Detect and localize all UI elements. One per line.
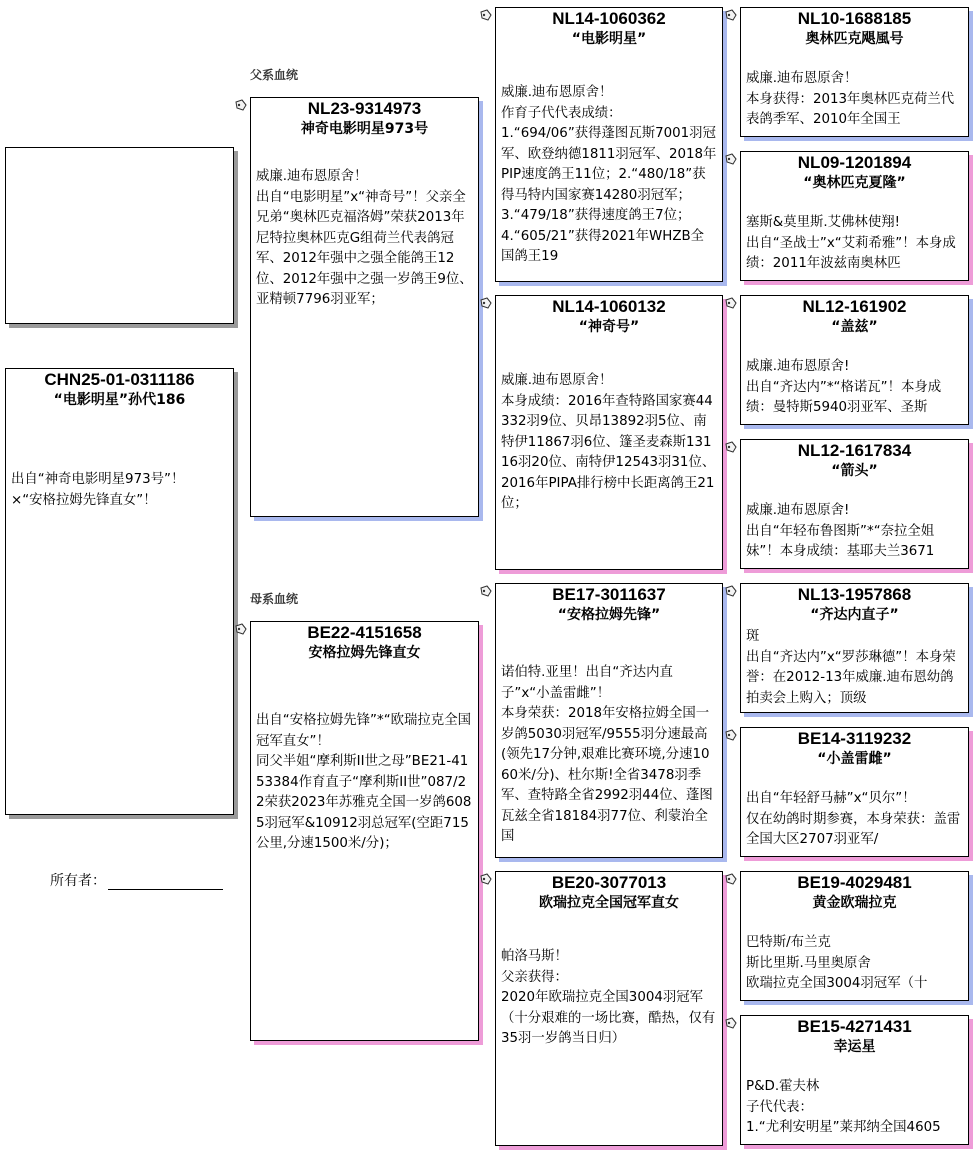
- sss-desc: 威廉.迪布恩原舍！ 本身获得：2013年奥林匹克荷兰代表鸽季军、2010年全国王: [746, 71, 955, 127]
- owner-field[interactable]: [50, 870, 223, 890]
- sdd-card[interactable]: [740, 439, 969, 569]
- dsd-name: “小盖雷雌”: [817, 751, 892, 767]
- sdd-desc: 威廉.迪布恩原舍! 出自“年轻布鲁图斯”*“奈拉全姐妹”！本身成绩：基耶夫兰3671: [746, 503, 935, 559]
- dam-sire-name: “安格拉姆先锋”: [557, 607, 661, 623]
- note-icon[interactable]: [724, 873, 738, 886]
- ssd-card[interactable]: [740, 151, 969, 281]
- dam-card[interactable]: [250, 621, 479, 1041]
- dam-sire-card[interactable]: [495, 583, 723, 858]
- dds-ring: BE19-4029481: [797, 873, 912, 892]
- dam-dam-desc: 帕洛马斯！ 父亲获得： 2020年欧瑞拉克全国3004羽冠军（十分艰难的一场比赛，酷热，仅有35羽一岁鸽当日归）: [501, 949, 716, 1046]
- sds-ring: NL12-161902: [802, 297, 907, 316]
- ssd-name: “奥林匹克夏隆”: [803, 175, 906, 191]
- note-icon[interactable]: [724, 729, 738, 742]
- dam-name: 安格拉姆先锋直女: [308, 645, 421, 661]
- dss-name: “齐达内直子”: [810, 607, 899, 623]
- sire-dam-card[interactable]: [495, 295, 723, 570]
- dds-card[interactable]: [740, 871, 969, 1001]
- dss-desc: 斑 出自“齐达内”x“罗莎琳德”！本身荣誉：在2012-13年威廉.迪布恩幼鸽拍卖会上购入；顶级: [746, 629, 956, 706]
- owner-label: 所有者：: [50, 873, 106, 889]
- dsd-card[interactable]: [740, 727, 969, 857]
- sire-dam-ring: NL14-1060132: [552, 297, 666, 316]
- sdd-ring: NL12-1617834: [797, 441, 912, 460]
- sire-dam-name: “神奇号”: [578, 319, 640, 335]
- ssd-ring: NL09-1201894: [797, 153, 912, 172]
- sire-ring: NL23-9314973: [307, 99, 422, 118]
- dds-desc: 巴特斯/布兰克 斯比里斯.马里奥原舍 欧瑞拉克全国3004羽冠军（十: [746, 935, 928, 991]
- subject-desc: 出自“神奇电影明星973号”！ ×“安格拉姆先锋直女”！: [11, 472, 185, 508]
- sire-name: 神奇电影明星973号: [300, 121, 429, 137]
- dam-line-label: 母系血统: [250, 592, 299, 606]
- sds-card[interactable]: [740, 295, 969, 425]
- sds-desc: 威廉.迪布恩原舍! 出自“齐达内”*“格诺瓦”！本身成绩：曼特斯5940羽亚军、圣斯: [746, 359, 942, 415]
- sss-ring: NL10-1688185: [797, 9, 912, 28]
- note-icon[interactable]: [479, 585, 493, 598]
- owner-line[interactable]: [108, 875, 223, 890]
- sire-sire-desc: 威廉.迪布恩原舍！ 作育子代代表成绩： 1.“694/06”获得蓬图瓦斯7001羽冠军、欧登纳德1811羽冠军、2018年PIP速度鸽王11位；2.“480/18”获得马特内国家赛14280羽冠军；3.“479/18”获得速度鸽王7位；4.“605/21”获得2021年WHZB全国鸽王19: [501, 85, 717, 264]
- sss-card[interactable]: [740, 7, 969, 137]
- subject-ring: CHN25-01-0311186: [44, 370, 195, 389]
- dam-dam-ring: BE20-3077013: [551, 873, 667, 892]
- dam-desc: 出自“安格拉姆先锋”*“欧瑞拉克全国冠军直女”！ 同父半姐“摩利斯II世之母”BE21-4153384作育直子“摩利斯II世”087/22荣获2023年苏雅克全国一岁鸽6085羽冠军&10912羽总冠军(空距715公里,分速1500米/分)；: [256, 713, 472, 851]
- sire-card[interactable]: [250, 97, 479, 517]
- dam-dam-name: 欧瑞拉克全国冠军直女: [539, 895, 679, 911]
- sire-dam-desc: 威廉.迪布恩原舍！ 本身成绩：2016年查特路国家赛44332羽9位、贝昂13892羽5位、南特伊11867羽6位、篷圣麦森斯13116羽20位、南特伊12543羽31位、2016年PIPA排行榜中长距离鸽王21位；: [501, 373, 716, 511]
- subject-card[interactable]: [5, 368, 234, 815]
- sire-sire-card[interactable]: [495, 7, 723, 282]
- sire-sire-ring: NL14-1060362: [552, 9, 666, 28]
- dam-ring: BE22-4151658: [307, 623, 422, 642]
- note-icon[interactable]: [234, 623, 248, 636]
- sire-desc: 威廉.迪布恩原舍！ 出自“电影明星”x“神奇号”！父亲全兄弟“奥林匹克福洛姆”荣获2013年尼特拉奥林匹克G组荷兰代表鸽冠军、2012年强中之强全能鸽王12位、2012年强中之强一岁鸽王9位、亚精顿7796羽亚军；: [256, 169, 473, 307]
- sire-sire-name: “电影明星”: [571, 31, 647, 47]
- dsd-ring: BE14-3119232: [797, 729, 912, 748]
- dam-sire-ring: BE17-3011637: [552, 585, 666, 604]
- note-icon[interactable]: [724, 297, 738, 310]
- note-icon[interactable]: [479, 873, 493, 886]
- subject-name: “电影明星”孙代186: [53, 392, 186, 408]
- sdd-name: “箭头”: [831, 463, 878, 479]
- dam-sire-desc: 诺伯特.亚里！出自“齐达内直子”x“小盖雷雌”！ 本身荣获：2018年安格拉姆全国一岁鸽5030羽冠军/9555羽分速最高(领先17分钟,艰难比赛环境,分速1060米/分)、杜尔斯!全省3478羽季军、查特路全省2992羽44位、蓬图瓦兹全省18184羽77位、利蒙治全国: [501, 665, 713, 844]
- dsd-desc: 出自“年轻舒马赫”x“贝尔”！ 仅在幼鸽时期参赛，本身荣获：盖雷全国大区2707羽亚军/: [746, 791, 961, 847]
- ddd-desc: P&D.霍夫林 子代代表： 1.“尤利安明星”莱邦纳全国4605: [746, 1079, 941, 1135]
- sss-name: 奥林匹克飓風号: [805, 31, 904, 47]
- note-icon[interactable]: [479, 9, 493, 22]
- ddd-ring: BE15-4271431: [797, 1017, 912, 1036]
- note-icon[interactable]: [479, 297, 493, 310]
- dss-card[interactable]: [740, 583, 969, 713]
- dss-ring: NL13-1957868: [797, 585, 912, 604]
- note-icon[interactable]: [724, 441, 738, 454]
- note-icon[interactable]: [724, 9, 738, 22]
- dam-dam-card[interactable]: [495, 871, 723, 1146]
- note-icon[interactable]: [724, 153, 738, 166]
- dds-name: 黄金欧瑞拉克: [812, 895, 897, 911]
- note-icon[interactable]: [724, 585, 738, 598]
- sds-name: “盖兹”: [831, 319, 878, 335]
- sire-line-label: 父系血统: [250, 68, 299, 82]
- ddd-name: 幸运星: [833, 1039, 876, 1055]
- note-icon[interactable]: [234, 99, 248, 112]
- note-icon[interactable]: [724, 1017, 738, 1030]
- photo-placeholder: [5, 147, 234, 324]
- ssd-desc: 塞斯&莫里斯.艾佛林使翔! 出自“圣战士”x“艾莉希雅”！本身成绩：2011年波兹南奥林匹: [746, 215, 956, 271]
- ddd-card[interactable]: [740, 1015, 969, 1145]
